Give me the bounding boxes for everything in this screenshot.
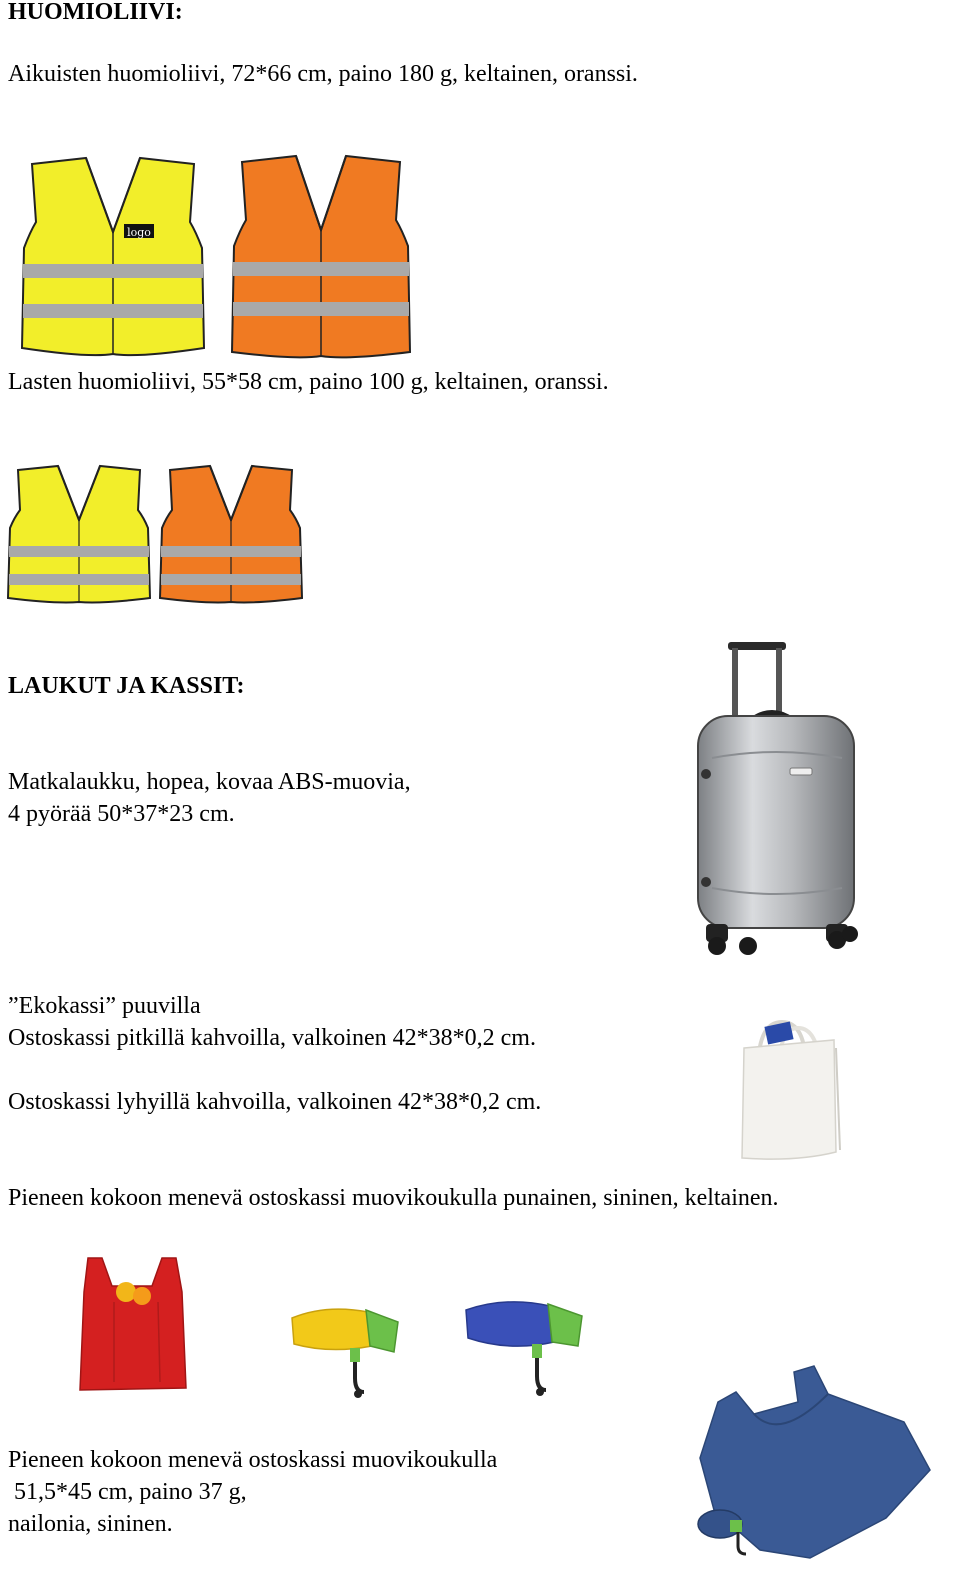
kids-vest-description: Lasten huomioliivi, 55*58 cm, paino 100 g, keltainen, oranssi. — [8, 369, 609, 395]
svg-text:logo: logo — [127, 226, 151, 239]
kids-yellow-vest-image — [6, 462, 152, 606]
vests-heading: HUOMIOLIIVI: — [8, 0, 183, 25]
eco-bag-title: ”Ekokassi” puuvilla — [8, 993, 201, 1019]
foldable-bag-description: Pieneen kokoon menevä ostoskassi muovikoukulla punainen, sininen, keltainen. — [8, 1185, 779, 1211]
blue-nylon-bag-image — [690, 1362, 942, 1560]
blue-rolled-bag-image — [462, 1296, 588, 1400]
eco-bag-short-handles-text: Ostoskassi lyhyillä kahvoilla, valkoinen 42*38*0,2 cm. — [8, 1089, 542, 1115]
nylon-bag-description-line3: nailonia, sininen. — [8, 1511, 173, 1537]
suitcase-description-line1: Matkalaukku, hopea, kovaa ABS-muovia, — [8, 769, 411, 795]
red-foldable-bag-image — [74, 1252, 192, 1394]
nylon-bag-description-line2: 51,5*45 cm, paino 37 g, — [8, 1479, 247, 1505]
suitcase-description-line2: 4 pyörää 50*37*23 cm. — [8, 801, 235, 827]
kids-orange-vest-image — [158, 462, 304, 606]
yellow-rolled-bag-image — [286, 1300, 406, 1402]
adult-orange-vest-image — [228, 152, 414, 366]
eco-tote-bag-image — [736, 1018, 842, 1166]
eco-bag-long-handles-text: Ostoskassi pitkillä kahvoilla, valkoinen 42*38*0,2 cm. — [8, 1025, 536, 1051]
adult-yellow-vest-image — [18, 152, 208, 364]
suitcase-image — [692, 638, 864, 960]
bags-heading: LAUKUT JA KASSIT: — [8, 673, 245, 699]
adult-vest-description: Aikuisten huomioliivi, 72*66 cm, paino 180 g, keltainen, oranssi. — [8, 61, 638, 87]
nylon-bag-description-line1: Pieneen kokoon menevä ostoskassi muovikoukulla — [8, 1447, 498, 1473]
